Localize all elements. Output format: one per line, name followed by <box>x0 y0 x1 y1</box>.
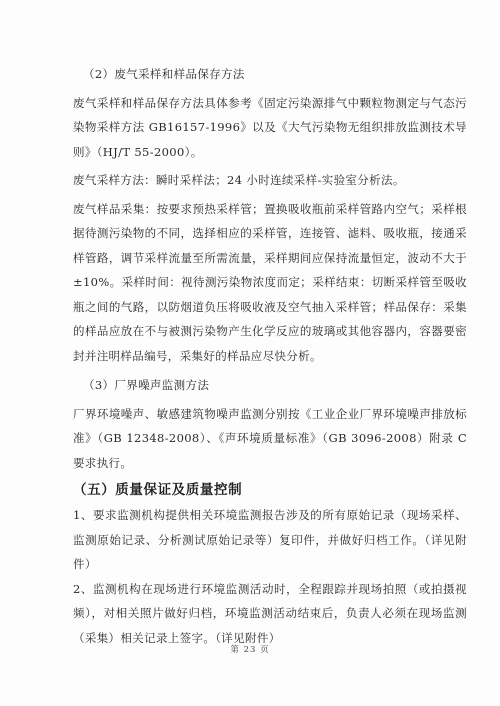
paragraph-sampling-reference: 废气采样和样品保存方法具体参考《固定污染源排气中颗粒物测定与气态污染物采样方法 GB16157-1996》以及《大气污染物无组织排放监测技术导则》（HJ/T 55-2000）。 <box>73 95 467 159</box>
qa-item-2: 2、监测机构在现场进行环境监测活动时，全程跟踪并现场拍照（或拍摄视频），对相关照片做好归档，环境监测活动结束后，负责人必须在现场监测（采集）相关记录上签字。（详见附件） <box>73 581 467 645</box>
subheading-exhaust-sampling: （2）废气采样和样品保存方法 <box>83 67 245 81</box>
page-number: 第 23 页 <box>230 645 270 655</box>
paragraph-sampling-method: 废气采样方法：瞬时采样法；24 小时连续采样-实验室分析法。 <box>73 173 405 187</box>
qa-item-1: 1、要求监测机构提供相关环境监测报告涉及的所有原始记录（现场采样、监测原始记录、分析测试原始记录等）复印件，并做好归档工作。（详见附件） <box>73 508 467 571</box>
document-body <box>73 62 467 650</box>
paragraph-sample-collection: 废气样品采集：按要求预热采样管；置换吸收瓶前采样管路内空气；采样根据待测污染物的不同，选择相应的采样管，连接管、滤料、吸收瓶，接通采样管路，调节采样流量至所需流量，采样期间应保持流量恒定，波动不大于±10%。采样时间：视待测污染物浓度而定；采样结束：切断采样管至吸收瓶之间的气路，以防烟道负压将吸收液及空气抽入采样管；样品保存：采集的样品应放在不与被测污染物产生化学反应的玻璃或其他容器内，容器要密封并注明样品编号，采集好的样品应尽快分析。 <box>73 201 467 363</box>
subheading-noise-monitoring: （3）厂界噪声监测方法 <box>83 378 210 392</box>
section-heading-quality-control: （五）质量保证及质量控制 <box>73 482 243 498</box>
paragraph-noise-standards: 厂界环境噪声、敏感建筑物噪声监测分别按《工业企业厂界环境噪声排放标准》（GB 12348-2008）、《声环境质量标准》（GB 3096-2008）附录 C 要求执行。 <box>73 406 467 470</box>
